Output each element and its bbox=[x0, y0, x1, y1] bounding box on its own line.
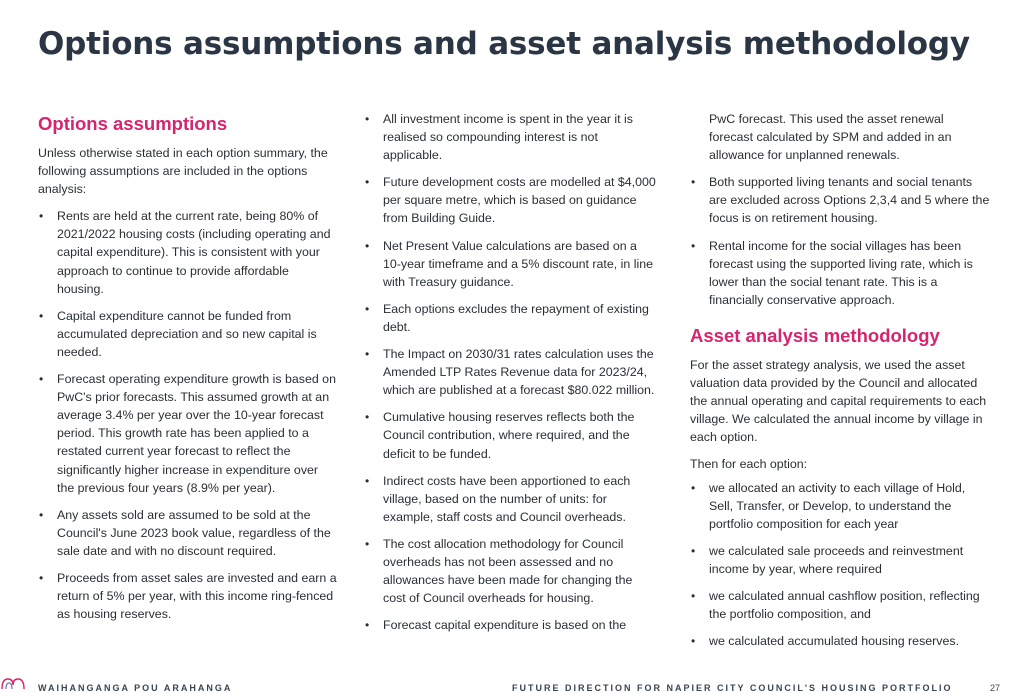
list-item bbox=[364, 408, 656, 462]
list-item-text: Future development costs are modelled at $4,000 per square metre, which is based on guidance from Building Guide. bbox=[383, 175, 656, 226]
napier-logo-icon bbox=[0, 673, 26, 691]
bullet-icon: • bbox=[39, 209, 44, 224]
list-item-text: The cost allocation methodology for Council overheads has not been assessed and no allowances have been made for changing the cost of Council overheads for housing. bbox=[383, 536, 633, 606]
list-item-text: Proceeds from asset sales are invested and earn a return of 5% per year, with this income ring-fenced as housing reserves. bbox=[57, 570, 337, 622]
bullet-icon: • bbox=[365, 238, 370, 253]
list-item-text: Cumulative housing reserves reflects both the Council contribution, where required, and the deficit to be funded. bbox=[383, 410, 635, 461]
list-item-text: Rents are held at the current rate, being 80% of 2021/2022 housing costs (including operating and capital expenditure). This is consistent with your approach to continue to provide affordable housing. bbox=[57, 209, 331, 296]
column-1 bbox=[38, 110, 338, 632]
list-item bbox=[364, 472, 656, 526]
bullet-icon: • bbox=[39, 507, 44, 522]
list-item bbox=[690, 173, 990, 227]
bullet-icon: • bbox=[365, 301, 370, 316]
list-item-text: Forecast capital expenditure is based on the bbox=[383, 618, 627, 633]
list-item-text: All investment income is spent in the year it is realised so compounding interest is not applicable. bbox=[383, 112, 633, 163]
column-2 bbox=[364, 110, 656, 643]
list-item bbox=[364, 300, 656, 336]
bullet-icon: • bbox=[365, 347, 370, 362]
list-item-text: Rental income for the social villages has been forecast using the supported living rate, which is lower than the social tenant rate. This is a financially conservative approach. bbox=[709, 238, 973, 307]
bullet-icon: • bbox=[691, 238, 696, 253]
list-item-text: Both supported living tenants and social tenants are excluded across Options 2,3,4 and 5 where the focus is on retirement housing. bbox=[709, 175, 990, 226]
bullet-icon: • bbox=[691, 480, 696, 495]
options-assumptions-list-end bbox=[690, 173, 990, 309]
bullet-icon: • bbox=[39, 372, 44, 387]
options-assumptions-intro: Unless otherwise stated in each option summary, the following assumptions are included in the options analysis: bbox=[38, 146, 328, 197]
page-title: Options assumptions and asset analysis methodology bbox=[38, 26, 970, 62]
list-item bbox=[690, 632, 990, 650]
list-item-text: The Impact on 2030/31 rates calculation uses the Amended LTP Rates Revenue data for 2023/24, which are published at a forecast $80.022 million. bbox=[383, 347, 655, 398]
list-item bbox=[690, 479, 990, 533]
bullet-icon: • bbox=[691, 634, 696, 649]
list-item-text: Any assets sold are assumed to be sold at the Council's June 2023 book value, regardless of the sale date and with no discount required. bbox=[57, 507, 331, 558]
list-item bbox=[364, 345, 656, 399]
bullet-icon: • bbox=[365, 112, 370, 126]
list-item bbox=[364, 237, 656, 291]
asset-analysis-heading: Asset analysis methodology bbox=[690, 324, 940, 346]
bullet-icon: • bbox=[365, 410, 370, 425]
bullet-icon: • bbox=[365, 618, 370, 633]
bullet-icon: • bbox=[691, 175, 696, 190]
bullet-icon: • bbox=[365, 175, 370, 190]
options-assumptions-list bbox=[38, 207, 338, 623]
list-item-text: we calculated annual cashflow position, reflecting the portfolio composition, and bbox=[709, 588, 980, 622]
list-item-text: we allocated an activity to each village of Hold, Sell, Transfer, or Develop, to understand the portfolio composition for each year bbox=[709, 480, 966, 531]
page-number: 27 bbox=[990, 683, 1001, 693]
bullet-icon: • bbox=[691, 543, 696, 558]
list-item-text: Each options excludes the repayment of existing debt. bbox=[383, 301, 649, 334]
list-item-text: Net Present Value calculations are based on a 10-year timeframe and a 5% discount rate, in line with Treasury guidance. bbox=[383, 238, 653, 289]
footer-right-text: FUTURE DIRECTION FOR NAPIER CITY COUNCIL'S HOUSING PORTFOLIO bbox=[512, 683, 953, 693]
list-item-text: we calculated sale proceeds and reinvestment income by year, where required bbox=[709, 543, 964, 576]
bullet-icon: • bbox=[691, 588, 696, 603]
list-item bbox=[690, 587, 990, 623]
list-item-text: we calculated accumulated housing reserves. bbox=[709, 634, 960, 649]
bullet-icon: • bbox=[39, 308, 44, 323]
list-item bbox=[690, 237, 990, 309]
asset-analysis-then: Then for each option: bbox=[690, 457, 808, 472]
list-item bbox=[38, 569, 338, 623]
options-assumptions-heading: Options assumptions bbox=[38, 113, 228, 134]
list-item bbox=[364, 110, 656, 164]
list-item bbox=[690, 542, 990, 578]
list-item bbox=[38, 307, 338, 361]
list-item-text: Capital expenditure cannot be funded from accumulated depreciation and so new capital is needed. bbox=[57, 308, 317, 359]
list-item bbox=[364, 535, 656, 607]
list-item bbox=[364, 616, 656, 634]
column-3 bbox=[690, 110, 990, 659]
list-item bbox=[38, 506, 338, 560]
bullet-icon: • bbox=[365, 473, 370, 488]
list-item-text: Indirect costs have been apportioned to each village, based on the number of units: for example, staff costs and Council overheads. bbox=[383, 473, 631, 524]
list-item bbox=[38, 207, 338, 297]
bullet-icon: • bbox=[39, 570, 44, 585]
list-item-text: Forecast operating expenditure growth is based on PwC's prior forecasts. This assumed growth at an average 3.4% per year over the 10-year forecast period. This growth rate has been applied to a restated current year forecast to reflect the significantly higher increase in expenditure over the previous four years (8.9% per year). bbox=[57, 372, 336, 495]
list-item-continued-text: PwC forecast. This used the asset renewal forecast calculated by SPM and added in an allowance for unplanned renewals. bbox=[709, 112, 952, 163]
asset-analysis-intro: For the asset strategy analysis, we used the asset valuation data provided by the Council and allocated the annual operating and capital requirements to each village. We calculated the annual income by village in each option. bbox=[690, 357, 987, 445]
options-assumptions-list-continued bbox=[364, 110, 656, 634]
asset-analysis-list bbox=[690, 479, 990, 651]
bullet-icon: • bbox=[365, 536, 370, 551]
list-item bbox=[364, 173, 656, 227]
list-item bbox=[38, 370, 338, 497]
footer-left-text: WAIHANGANGA POU ARAHANGA bbox=[38, 683, 233, 693]
